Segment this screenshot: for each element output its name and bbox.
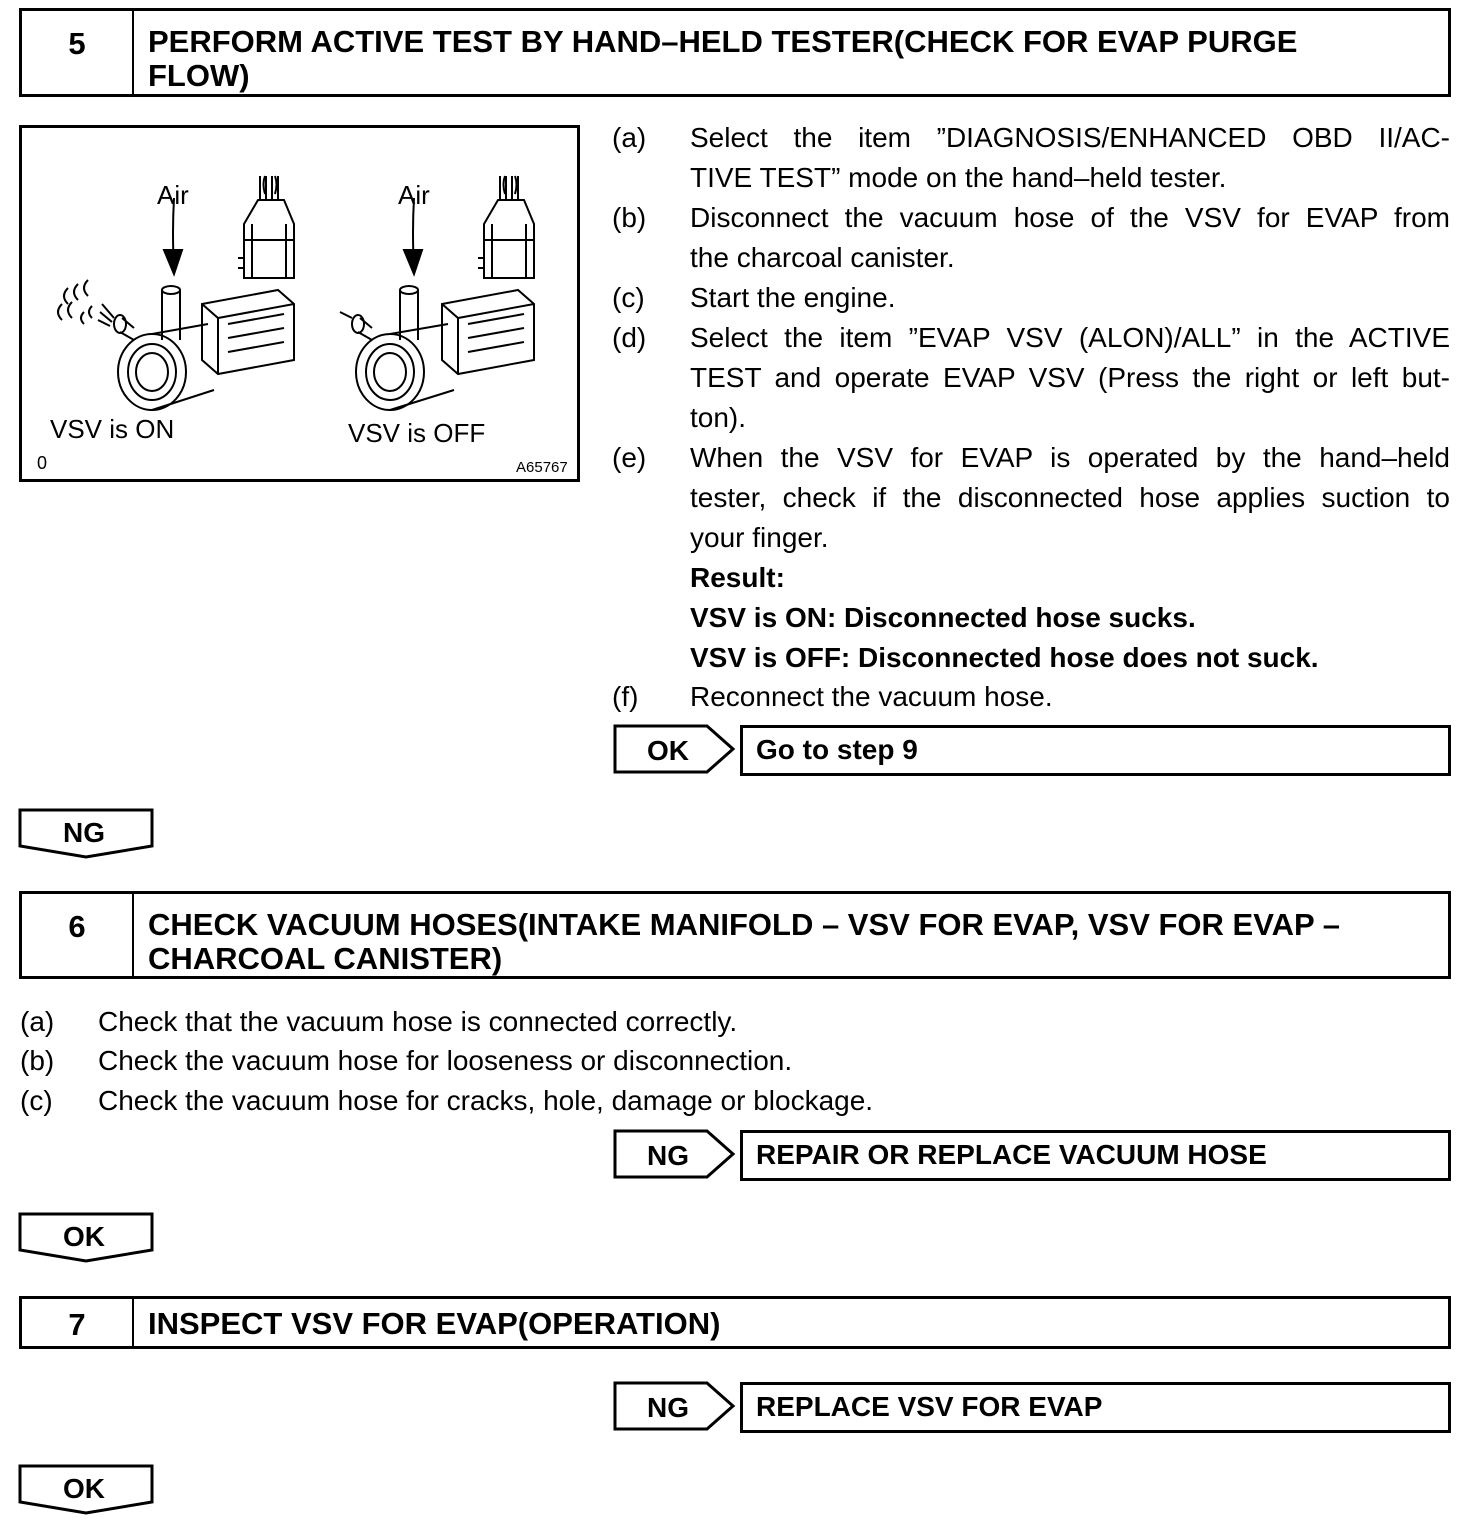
- instruction-text: Select the item ”DIAGNOSIS/ENHANCED OBD II/AC-: [690, 122, 1450, 153]
- instruction-text: Disconnect the vacuum hose of the VSV for EVAP from: [690, 202, 1450, 233]
- ok-down-tag-label: OK: [63, 1473, 105, 1504]
- instruction-text: TEST and operate EVAP VSV (Press the right or left but-: [690, 362, 1450, 393]
- vsv-off-drawing: [340, 176, 534, 410]
- instruction-text: When the VSV for EVAP is operated by the hand–held: [690, 442, 1450, 473]
- result-vsv-on: VSV is ON: Disconnected hose sucks.: [690, 602, 1196, 633]
- step-title: INSPECT VSV FOR EVAP(OPERATION): [148, 1306, 721, 1341]
- ng-tag: [613, 1129, 737, 1181]
- instruction-label: (a): [20, 1006, 55, 1037]
- step-title: PERFORM ACTIVE TEST BY HAND–HELD TESTER(CHECK FOR EVAP PURGE FLOW): [148, 24, 1298, 93]
- step-number: 6: [22, 894, 134, 976]
- instruction-text: Reconnect the vacuum hose.: [690, 681, 1053, 712]
- instruction-label: (d): [612, 322, 647, 353]
- result-vsv-off: VSV is OFF: Disconnected hose does not suck.: [690, 642, 1319, 673]
- ok-result-box: Go to step 9: [740, 725, 1451, 776]
- instruction-label: (e): [612, 442, 647, 473]
- ng-tag-label: NG: [647, 1392, 689, 1423]
- instruction-text: tester, check if the disconnected hose applies suction to: [690, 482, 1450, 513]
- step-title: CHECK VACUUM HOSES(INTAKE MANIFOLD – VSV FOR EVAP, VSV FOR EVAP – CHARCOAL CANISTER): [148, 907, 1340, 976]
- ng-down-tag-label: NG: [63, 817, 105, 848]
- instruction-label: (f): [612, 681, 639, 712]
- instruction-label: (b): [612, 202, 647, 233]
- air-label-right: Air: [398, 180, 430, 210]
- vsv-on-drawing: [114, 176, 294, 410]
- instruction-text: the charcoal canister.: [690, 242, 955, 273]
- suction-mark: [58, 280, 114, 326]
- step-number: 7: [22, 1299, 134, 1346]
- step-5-header: [19, 8, 1451, 97]
- result-label: Result:: [690, 562, 785, 593]
- ng-result-box: REPAIR OR REPLACE VACUUM HOSE: [740, 1130, 1451, 1181]
- ok-down-tag: [18, 1212, 156, 1264]
- instruction-label: (c): [20, 1085, 53, 1116]
- instruction-text: Check that the vacuum hose is connected correctly.: [98, 1006, 738, 1037]
- instruction-text: ton).: [690, 402, 747, 433]
- instruction-text: Start the engine.: [690, 282, 896, 313]
- step-7-header: [19, 1296, 1451, 1349]
- ng-down-tag: [18, 808, 156, 860]
- ok-tag: [613, 724, 737, 776]
- instruction-label: (c): [612, 282, 645, 313]
- air-label-left: Air: [157, 180, 189, 210]
- ng-tag-label: NG: [647, 1140, 689, 1171]
- ok-down-tag-label: OK: [63, 1221, 105, 1252]
- caption-vsv-on: VSV is ON: [50, 414, 175, 444]
- corner-code: 0: [37, 453, 48, 473]
- ok-tag-label: OK: [647, 735, 689, 766]
- instruction-text: TIVE TEST” mode on the hand–held tester.: [690, 162, 1227, 193]
- ng-tag: [613, 1381, 737, 1433]
- caption-vsv-off: VSV is OFF: [348, 418, 486, 448]
- instruction-text: your finger.: [690, 522, 829, 553]
- figure-id: A65767: [516, 459, 568, 476]
- step-6-header: [19, 891, 1451, 979]
- instruction-label: (b): [20, 1045, 55, 1076]
- instruction-text: Check the vacuum hose for cracks, hole, damage or blockage.: [98, 1085, 874, 1116]
- instruction-text: Check the vacuum hose for looseness or disconnection.: [98, 1045, 793, 1076]
- instruction-text: Select the item ”EVAP VSV (ALON)/ALL” in the ACTIVE: [690, 322, 1450, 353]
- ok-down-tag: [18, 1464, 156, 1516]
- ng-result-box: REPLACE VSV FOR EVAP: [740, 1382, 1451, 1433]
- step-number: 5: [22, 11, 134, 94]
- instruction-label: (a): [612, 122, 647, 153]
- vsv-figure: [19, 125, 580, 482]
